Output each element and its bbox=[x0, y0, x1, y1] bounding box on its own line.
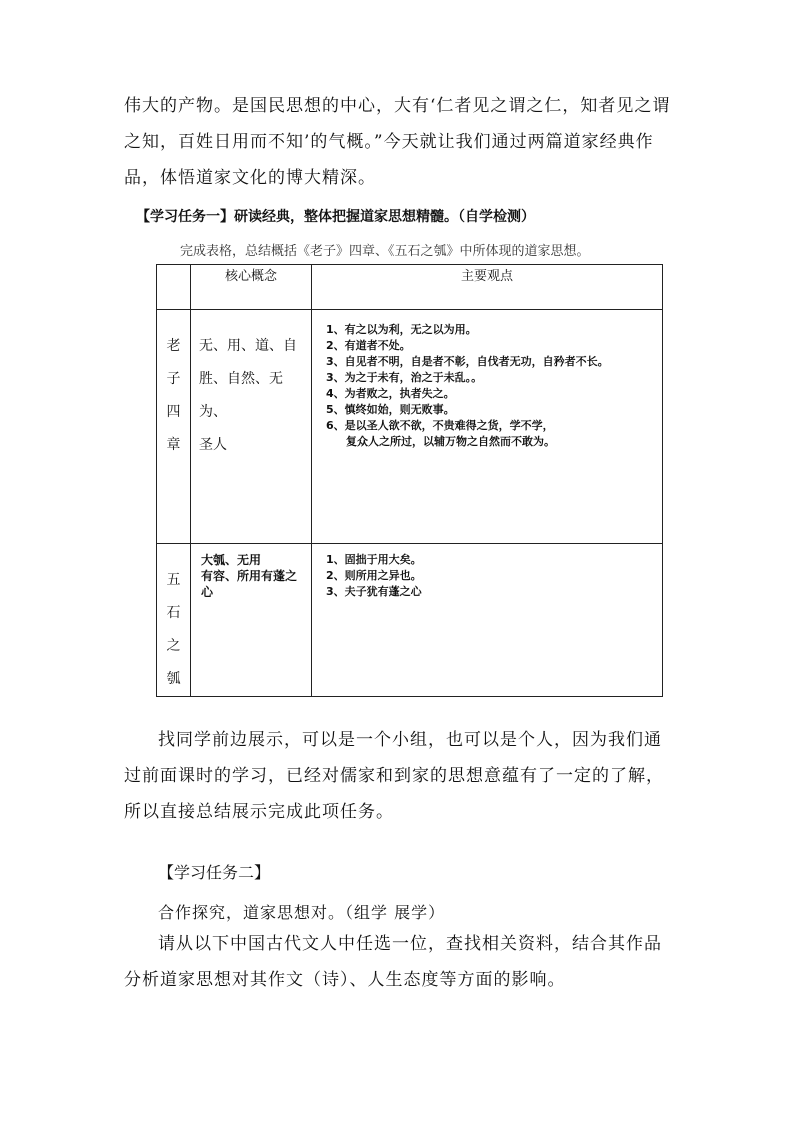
intro-line: 伟大的产物。是国民思想的中心，大有‘仁者见之谓之仁，知者见之谓 bbox=[124, 96, 671, 116]
header-points: 主要观点 bbox=[312, 265, 663, 310]
label-char: 老 bbox=[166, 338, 181, 354]
point-line: 3、夫子犹有蓬之心 bbox=[326, 585, 422, 598]
body-line: 所以直接总结展示完成此项任务。 bbox=[124, 802, 394, 822]
point-line: 2、有道者不处。 bbox=[326, 339, 411, 352]
concept-line: 无、用、道、自 bbox=[199, 338, 297, 354]
after-table-paragraph bbox=[124, 722, 684, 830]
concept-line: 心 bbox=[201, 585, 214, 599]
body-line: 过前面课时的学习，已经对儒家和到家的思想意蕴有了一定的了解， bbox=[124, 766, 664, 786]
task2-title: 【学习任务二】 bbox=[158, 863, 271, 882]
label-char: 之 bbox=[166, 638, 181, 654]
task2-paragraph bbox=[124, 926, 684, 998]
label-char: 四 bbox=[166, 404, 181, 420]
point-line: 5、慎终如始，则无败事。 bbox=[326, 403, 455, 416]
concept-line: 胜、自然、无为、 bbox=[199, 371, 283, 420]
table-row bbox=[157, 544, 663, 697]
points-cell-laozi bbox=[312, 310, 663, 544]
header-concept: 核心概念 bbox=[191, 265, 312, 310]
concept-cell-wushi bbox=[191, 544, 312, 697]
label-char: 五 bbox=[166, 572, 181, 588]
point-line: 4、为者败之，执者失之。 bbox=[326, 387, 455, 400]
task1-title: 【学习任务一】研读经典，整体把握道家思想精髓。（自学检测） bbox=[136, 209, 535, 225]
summary-table bbox=[156, 264, 663, 697]
point-line: 1、有之以为利，无之以为用。 bbox=[326, 323, 477, 336]
concept-line: 有容、所用有蓬之 bbox=[201, 569, 298, 583]
task2-subtitle: 合作探究，道家思想对。（组学 展学） bbox=[158, 903, 446, 922]
point-line: 6、是以圣人欲不欲，不贵难得之货，学不学， bbox=[326, 419, 554, 432]
body-line: 找同学前边展示，可以是一个小组，也可以是个人，因为我们通 bbox=[158, 730, 662, 750]
label-char: 石 bbox=[166, 605, 181, 621]
row-label-laozi bbox=[157, 310, 191, 544]
intro-line: 品，体悟道家文化的博大精深。 bbox=[124, 168, 376, 188]
intro-line: 之知，百姓日用而不知’的气概。”今天就让我们通过两篇道家经典作 bbox=[124, 132, 654, 152]
concept-line: 大瓠、无用 bbox=[201, 553, 262, 567]
table-caption: 完成表格，总结概括《老子》四章、《五石之瓠》中所体现的道家思想。 bbox=[180, 244, 590, 259]
row-label-wushi bbox=[157, 544, 191, 697]
body-line: 请从以下中国古代文人中任选一位，查找相关资料，结合其作品 bbox=[158, 934, 662, 954]
point-line: 1、固拙于用大矣。 bbox=[326, 553, 422, 566]
table-header-row bbox=[157, 265, 663, 310]
intro-paragraph bbox=[124, 88, 684, 196]
point-line: 复众人之所过，以辅万物之自然而不敢为。 bbox=[346, 435, 555, 448]
point-line: 2、则所用之异也。 bbox=[326, 569, 422, 582]
point-line: 3、为之于未有，治之于未乱。。 bbox=[326, 371, 483, 384]
label-char: 子 bbox=[166, 371, 181, 387]
concept-cell-laozi bbox=[191, 310, 312, 544]
point-line: 3、自见者不明，自是者不彰，自伐者无功，自矜者不长。 bbox=[326, 355, 609, 368]
header-empty-cell bbox=[157, 265, 191, 310]
table-row bbox=[157, 310, 663, 544]
body-line: 分析道家思想对其作文（诗）、人生态度等方面的影响。 bbox=[124, 970, 566, 990]
label-char: 瓠 bbox=[166, 671, 181, 687]
label-char: 章 bbox=[166, 437, 181, 453]
concept-line: 圣人 bbox=[199, 437, 227, 453]
points-cell-wushi bbox=[312, 544, 663, 697]
